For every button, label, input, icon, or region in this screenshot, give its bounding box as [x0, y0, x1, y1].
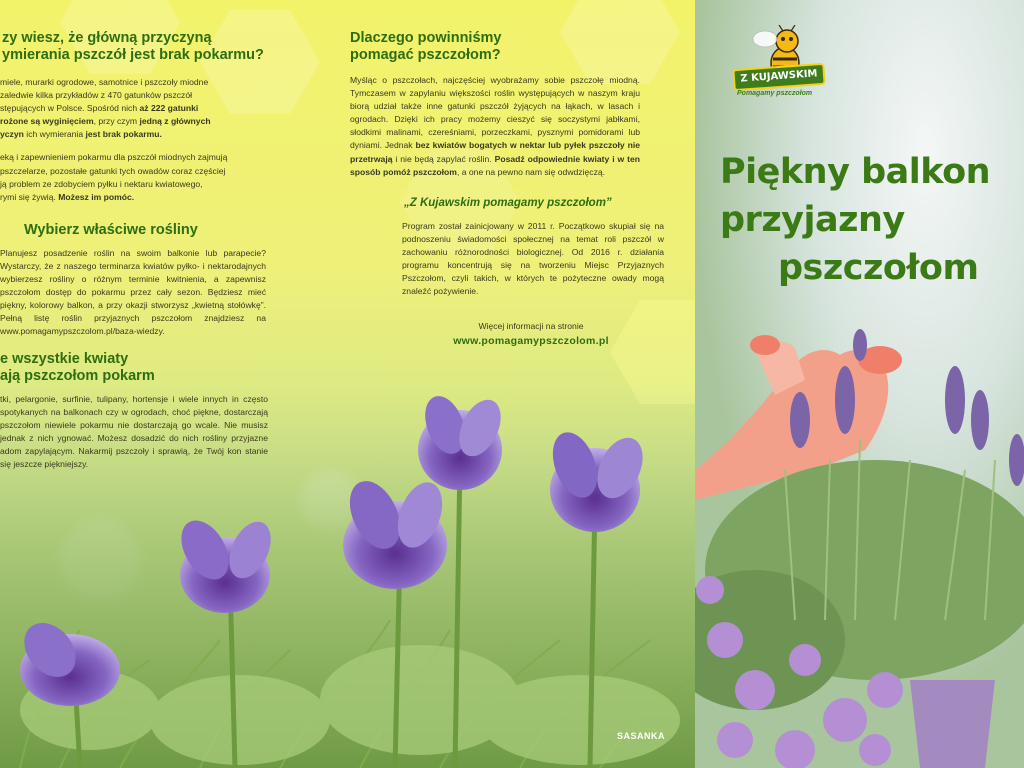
heading-program: „Z Kujawskim pomagamy pszczołom”: [404, 196, 612, 209]
cover-photo-lavender: [695, 0, 1024, 768]
text: , przy czym: [93, 116, 138, 127]
photo-caption: SASANKA: [617, 731, 666, 741]
heading-line: pomagać pszczołom?: [350, 47, 501, 63]
heading-why-help: [350, 30, 640, 64]
text: jest brak pokarmu.: [85, 129, 162, 140]
cover-title-line: pszczołom: [778, 248, 979, 288]
heading-line: ają pszczołom pokarm: [0, 367, 155, 384]
text: i nie będą zapylać roślin.: [395, 153, 492, 164]
heading-line: e wszystkie kwiaty: [0, 350, 129, 367]
middle-column: [350, 30, 664, 348]
text: Możesz im pomóc.: [58, 191, 135, 202]
more-info-label: Więcej informacji na stronie: [478, 321, 584, 332]
text: , a one na pewno nam się odwdzięczą.: [456, 166, 606, 177]
cover-panel: [695, 0, 1024, 768]
cover-title-line: przyjazny: [720, 200, 905, 240]
text: rymi się żywią.: [0, 191, 56, 202]
left-column: [0, 30, 290, 471]
paragraph-beekeepers: [0, 151, 290, 203]
text: eką i zapewnieniem pokarmu dla pszczół miodnych zajmują: [0, 152, 228, 163]
heading-choose-plants: Wybierz właściwe rośliny: [24, 221, 198, 238]
text: zaledwie kilka przykładów z 470 gatunków pszczół: [0, 90, 193, 101]
text: yczyn: [0, 129, 24, 140]
paragraph-why-help: [350, 74, 640, 179]
text: stępujących w Polsce. Spośród nich: [0, 103, 138, 114]
heading-why-disappear: [0, 30, 290, 64]
heading-line: Dlaczego powinniśmy: [350, 30, 502, 46]
text: Posadź odpowiednie kwiaty i w ten sposób pomóż pszczołom: [350, 153, 641, 177]
text: Myśląc o pszczołach, najczęściej wyobrażamy sobie pszczołę miodną. Tymczasem w zapylaniu większości roślin występujących w naszym kraju biorą udział także inne gatunki pszczół żyjących na łąkach, w lasach i ogrodach. Dzięki ich pracy możemy cieszyć się soczystymi jabłkami, słodkimi malinami, czereśniami, porzeczkami, pysznymi pomidorami lub dyniami. Jednak: [350, 75, 640, 151]
logo-tagline: Pomagamy pszczołom: [737, 90, 813, 97]
text: ją problem ze zdobyciem pyłku i nektaru kwiatowego,: [0, 178, 203, 189]
text: aż 222 gatunki: [139, 103, 199, 114]
logo-brand: Z KUJAWSKIM: [732, 63, 825, 91]
text: bez kwiatów bogatych w nektar lub pyłek pszczoły nie przetrwają: [350, 140, 640, 164]
heading-line: zy wiesz, że główną przyczyną: [2, 30, 212, 46]
paragraph-not-all-flowers: tki, pelargonie, surfinie, tulipany, hortensje i wiele innych in często spotykanych na balkonach czy w ogrodach, choć piękne, dostarczają pszczołom niewiele pokarmu nie dostarczają go wcale. Nie musisz jednak z nich ygnować. Możesz dosadzić do nich rośliny przyjazne adom zapylającym. Nakarmij pszczoły i sprawią, że Twój kon stanie się jeszcze piękniejszy.: [0, 393, 268, 469]
heading-not-all-flowers: [0, 351, 290, 385]
cover-title-line: Piękny balkon: [720, 152, 991, 192]
text: rożone są wyginięciem: [0, 116, 94, 127]
text: jedną z głównych: [139, 116, 211, 127]
text: pszczelarze, pozostałe gatunki tych owadów coraz częściej: [0, 165, 226, 176]
text: ich wymierania: [26, 129, 84, 140]
website-link[interactable]: www.pomagamypszczolom.pl: [453, 335, 609, 348]
paragraph-program: Program został zainicjowany w 2011 r. Początkowo skupiał się na podnoszeniu świadomości społecznej na temat roli pszczół w zachowaniu różnorodności biologicznej. Od 2016 r. działania programu koncentrują się na tworzeniu Miejsc Przyjaznych Pszczołom, czyli takich, w których te pożyteczne owady mogą znaleźć pożywienie.: [402, 220, 664, 297]
paragraph-species: [0, 76, 290, 141]
flower-pot: [910, 680, 995, 768]
heading-line: ymierania pszczół jest brak pokarmu?: [2, 47, 264, 63]
cover-title: [720, 148, 1024, 292]
text: miele, murarki ogrodowe, samotnice i pszczoły miodne: [0, 77, 209, 87]
paragraph-choose-plants: Planujesz posadzenie roślin na swoim balkonie lub parapecie? Wystarczy, że z naszego terminarza kwiatów pyłko- i nektarodajnych wybierzesz rośliny o różnym terminie kwitnienia, a zapewnisz pszczołom dostęp do pokarmu przez cały sezon. Będziesz mieć piękny, kolorowy balkon, a przy okazji stworzysz „kwietną stołówkę”. Pełną listę roślin przyjaznych pszczołom znajdziesz na www.pomagamypszczolom.pl/baza-wiedzy.: [0, 247, 266, 337]
